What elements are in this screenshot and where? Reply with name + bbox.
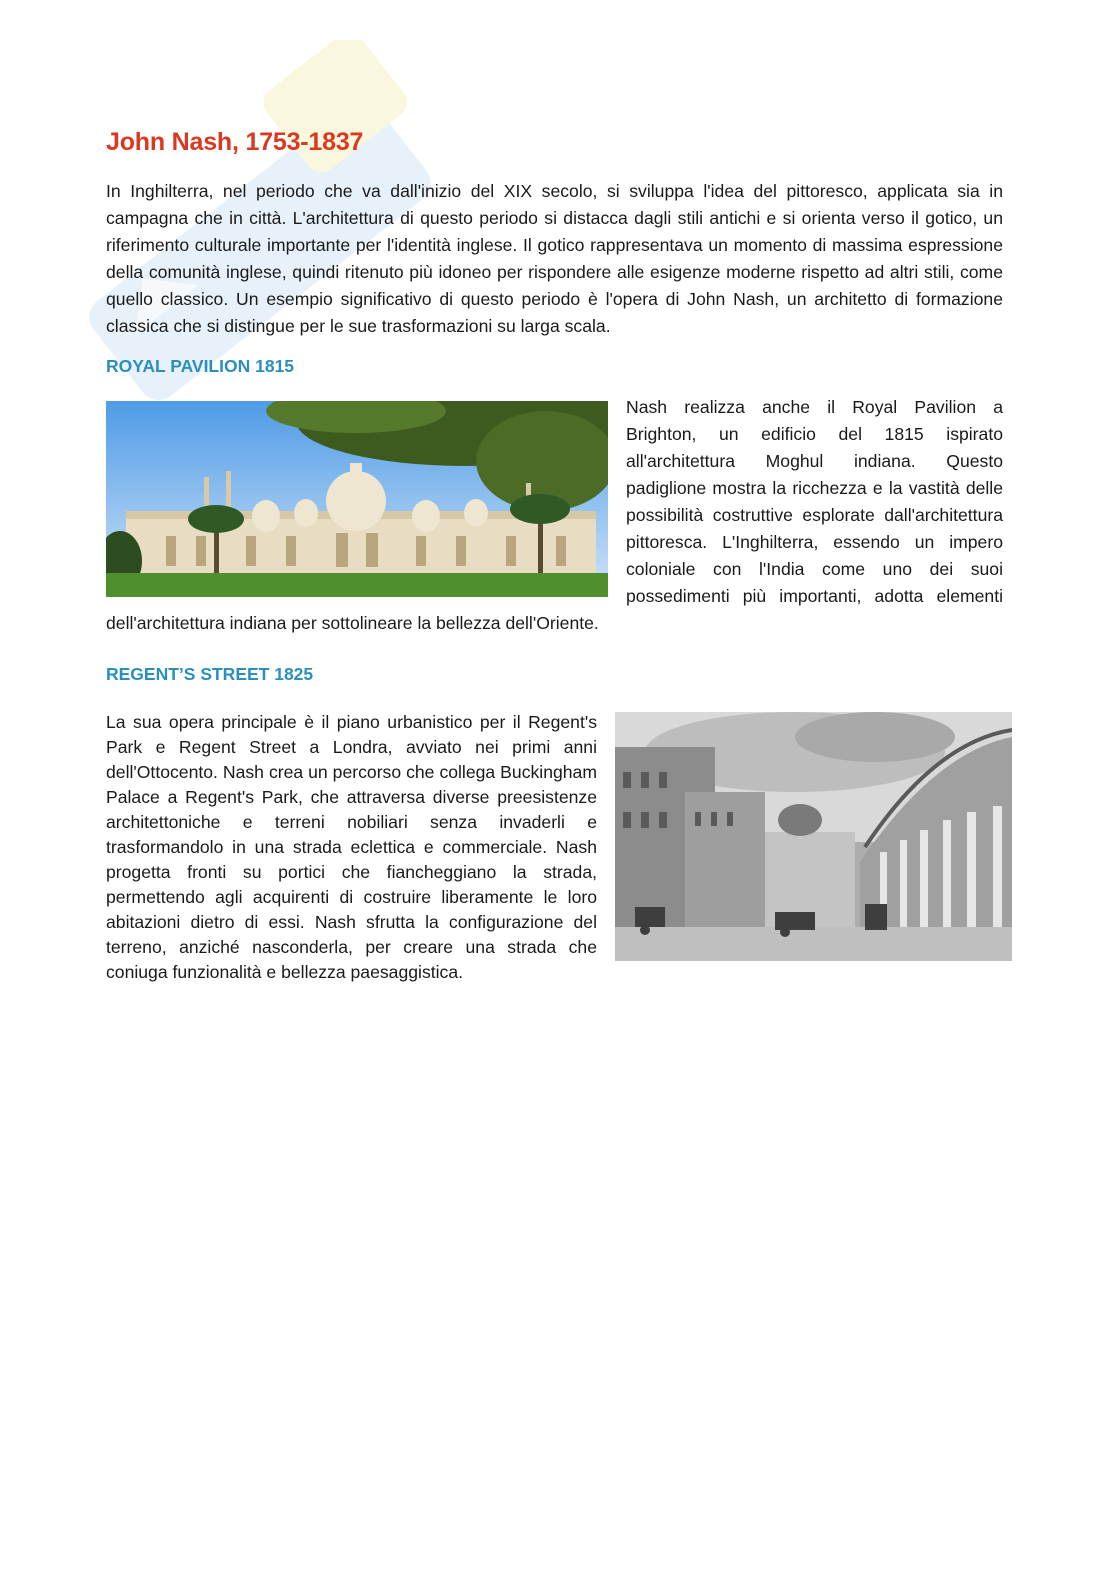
intro-paragraph <box>106 178 1003 340</box>
section-heading-regents-street: REGENT’S STREET 1825 <box>106 664 314 684</box>
royal-pavilion-photo <box>106 401 608 597</box>
section-heading-royal-pavilion: ROYAL PAVILION 1815 <box>106 356 295 376</box>
section-royal-pavilion <box>106 394 1003 637</box>
intro-text: In Inghilterra, nel periodo che va dall'inizio del XIX secolo, si sviluppa l'idea del pittoresco, applicata sia in campagna che in città. L'architettura di questo periodo si distacca dagli stili antichi e si orienta verso il gotico, un riferimento culturale importante per l'identità inglese. Il gotico rappresentava un momento di massima espressione della comunità inglese, quindi ritenuto più idoneo per rispondere alle esigenze moderne rispetto ad altri stili, come quello classico. Un esempio significativo di questo periodo è l'opera di John Nash, un architetto di formazione classica che si distingue per le sue trasformazioni su larga scala. <box>106 181 1003 336</box>
royal-pavilion-text: Nash realizza anche il Royal Pavilion a Brighton, un edificio del 1815 ispirato all'architettura Moghul indiana. Questo padiglione mostra la ricchezza e la vastità delle possibilità costruttive esplorate dall'architettura pittoresca. L'Inghilterra, essendo un impero coloniale con l'India come uno dei suoi possedimenti più importanti, adotta elementi dell'architettura indiana per sottolineare la bellezza dell'Oriente. <box>106 397 1003 633</box>
regents-street-text: La sua opera principale è il piano urbanistico per il Regent's Park e Regent Street a Londra, avviato nei primi anni dell'Ottocento. Nash crea un percorso che collega Buckingham Palace a Regent's Park, che attraversa diverse preesistenze architettoniche e terreni nobiliari senza invaderli e trasformandolo in una strada eclettica e commerciale. Nash progetta fronti su portici che fiancheggiano la strada, permettendo agli acquirenti di costruire liberamente le loro abitazioni dietro di essi. Nash sfrutta la configurazione del terreno, anziché nasconderla, per creare una strada che coniuga funzionalità e bellezza paesaggistica. <box>106 712 597 982</box>
section-regents-street <box>106 710 1012 985</box>
page-title: John Nash, 1753-1837 <box>106 128 364 156</box>
regents-street-engraving <box>615 712 1012 961</box>
